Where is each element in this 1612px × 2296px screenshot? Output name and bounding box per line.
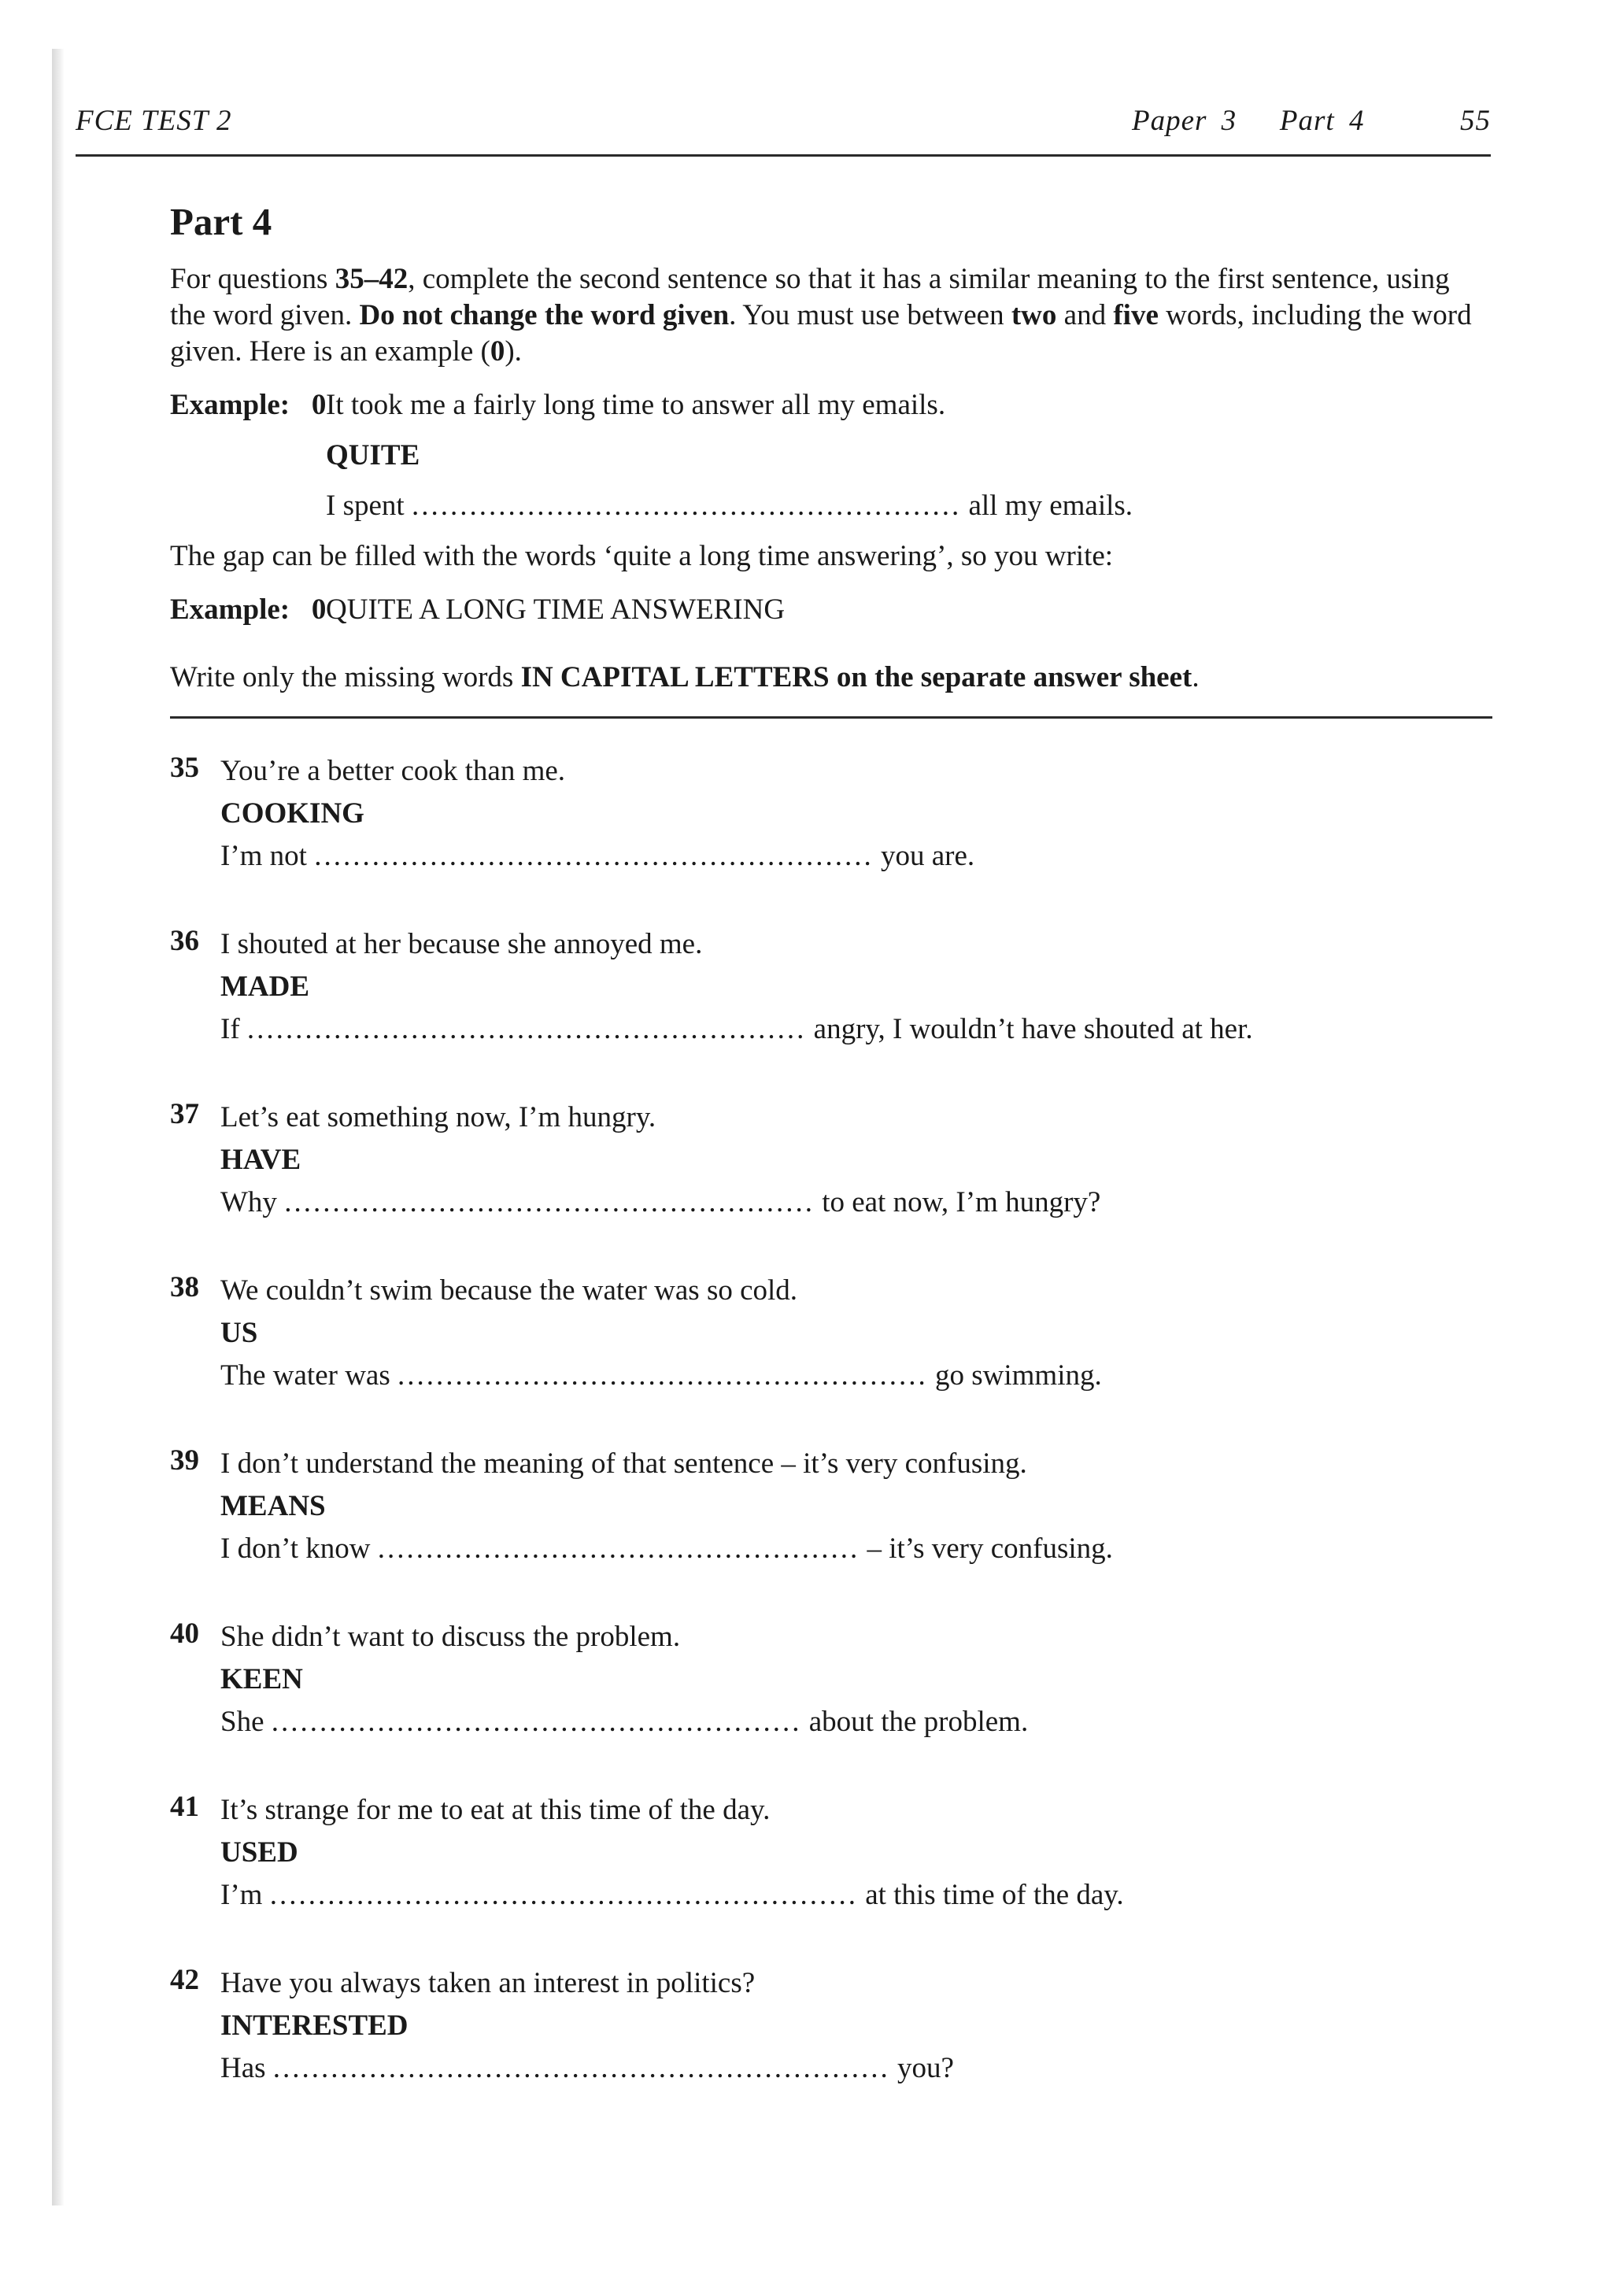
question-gap-line[interactable]: I’m not .......................................................... you are. (220, 840, 975, 872)
running-header (76, 104, 1491, 143)
instructions: For questions 35–42, complete the second sentence so that it has a similar meaning to the first sentence, using the word given. Do not change the word given. You must use between two and five words, including the word given. Here is an example (0). (170, 263, 1472, 368)
question-item (170, 1616, 1492, 1743)
question-sentence: It’s strange for me to eat at this time of the day. (220, 1794, 771, 1826)
question-item (170, 1962, 1492, 2090)
question-sentence: I don’t understand the meaning of that sentence – it’s very confusing. (220, 1447, 1027, 1480)
question-keyword: INTERESTED (220, 2009, 409, 2042)
header-test-name: FCE TEST 2 (76, 105, 232, 137)
example-answer: QUITE A LONG TIME ANSWERING (326, 593, 786, 626)
question-sentence: We couldn’t swim because the water was so cold. (220, 1274, 798, 1307)
example-answer-row (170, 592, 1492, 628)
question-keyword: COOKING (220, 797, 364, 830)
question-keyword: US (220, 1317, 258, 1349)
header-section: Paper 3 Part 4 (1132, 105, 1365, 137)
question-item (170, 923, 1492, 1051)
question-number: 39 (170, 1444, 199, 1477)
question-keyword: USED (220, 1836, 298, 1869)
question-sentence: You’re a better cook than me. (220, 755, 566, 787)
question-number: 38 (170, 1271, 199, 1303)
question-number: 42 (170, 1964, 199, 1996)
question-number: 35 (170, 752, 199, 784)
page-binding-shadow (52, 49, 65, 2205)
question-keyword: MEANS (220, 1490, 326, 1522)
example-keyword: QUITE (326, 439, 420, 471)
question-keyword: MADE (220, 971, 310, 1003)
example-gap-line: I spent ......................................................... all my emails. (326, 490, 1133, 522)
question-item (170, 1789, 1492, 1917)
question-keyword: HAVE (220, 1144, 301, 1176)
example-label: Example: 0 (170, 593, 327, 626)
question-sentence: Let’s eat something now, I’m hungry. (220, 1101, 656, 1133)
question-keyword: KEEN (220, 1663, 303, 1695)
question-number: 37 (170, 1098, 199, 1130)
question-number: 40 (170, 1618, 199, 1650)
questions-list (170, 750, 1492, 2090)
question-gap-line[interactable]: Has ................................................................ you? (220, 2052, 954, 2084)
question-number: 41 (170, 1791, 199, 1823)
header-rule (76, 154, 1491, 157)
example-sentence-row (170, 387, 1492, 423)
section-divider (170, 716, 1492, 719)
question-number: 36 (170, 925, 199, 957)
page-number: 55 (1460, 105, 1491, 137)
example-note: The gap can be filled with the words ‘quite a long time answering’, so you write: (170, 540, 1114, 572)
question-gap-line[interactable]: The water was ....................................................... go swimming. (220, 1359, 1102, 1392)
answer-sheet-instruction: Write only the missing words IN CAPITAL LETTERS on the separate answer sheet. (170, 661, 1200, 693)
example-sentence: It took me a fairly long time to answer all my emails. (326, 389, 946, 421)
page-content (170, 198, 1492, 2135)
question-item (170, 750, 1492, 878)
question-item (170, 1096, 1492, 1224)
question-sentence: I shouted at her because she annoyed me. (220, 928, 703, 960)
question-gap-line[interactable]: Why ....................................................... to eat now, I’m hungry? (220, 1186, 1101, 1218)
question-sentence: Have you always taken an interest in politics? (220, 1967, 756, 1999)
part-title: Part 4 (170, 200, 272, 243)
question-item (170, 1443, 1492, 1570)
question-sentence: She didn’t want to discuss the problem. (220, 1621, 681, 1653)
example-label: Example: 0 (170, 389, 327, 421)
question-gap-line[interactable]: I’m ............................................................. at this time of the day. (220, 1879, 1124, 1911)
question-gap-line[interactable]: I don’t know .................................................. – it’s very confusing. (220, 1533, 1113, 1565)
question-gap-line[interactable]: She ....................................................... about the problem. (220, 1706, 1029, 1738)
question-item (170, 1270, 1492, 1397)
question-gap-line[interactable]: If .......................................................... angry, I wouldn’t have shouted at her. (220, 1013, 1253, 1045)
